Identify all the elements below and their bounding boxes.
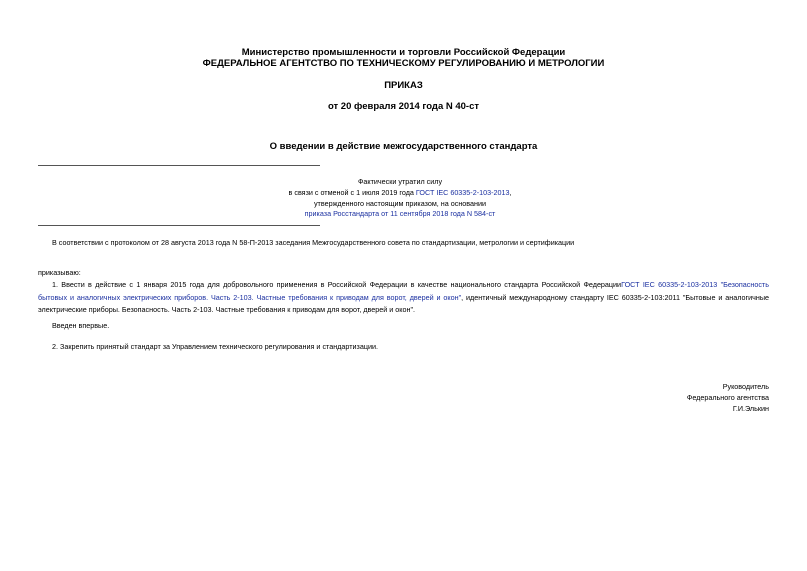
order-item-2: 2. Закрепить принятый стандарт за Управлением технического регулирования и стандартизации. — [52, 342, 378, 351]
agency-name: ФЕДЕРАЛЬНОЕ АГЕНТСТВО ПО ТЕХНИЧЕСКОМУ РЕГУЛИРОВАНИЮ И МЕТРОЛОГИИ — [202, 58, 605, 69]
document-title: О введении в действие межгосударственного стандарта — [269, 141, 538, 152]
signature-position-2: Федерального агентства — [686, 393, 769, 402]
order-item-1 — [38, 279, 769, 317]
ministry-name: Министерство промышленности и торговли Российской Федерации — [241, 47, 566, 58]
standard-link[interactable]: ГОСТ IEC 60335-2-103-2013 — [415, 187, 510, 197]
order-link[interactable]: приказа Росстандарта от 11 сентября 2018 года N 584-ст — [304, 209, 496, 219]
signature-block — [569, 381, 769, 414]
standard-reference-link[interactable]: ГОСТ IEC 60335-2-103-2013 "Безопасность бытовых и аналогичных электрических приборов. Часть 2-103. Частные требования к приводам для ворот, дверей и окон" — [38, 280, 769, 302]
signature-name: Г.И.Элькин — [732, 404, 769, 413]
status-note-line-2 — [190, 188, 610, 199]
divider-top — [38, 165, 320, 166]
document-type: ПРИКАЗ — [384, 80, 423, 91]
status-note — [190, 177, 610, 220]
status-note-line-3: утвержденного настоящим приказом, на основании — [313, 198, 487, 208]
item-1-tail: , идентичный международному стандарту IEC 60335-2-103:2011 "Бытовые и аналогичные электрические приборы. Безопасность. Часть 2-103. Частные требования к приводам для ворот, дверей и окон". — [38, 292, 769, 314]
status-note-comma: , — [509, 187, 512, 197]
status-note-text: в связи с отменой с 1 июля 2019 года — [288, 187, 416, 197]
item-1-text: 1. Ввести в действие с 1 января 2015 года для добровольного применения в Российской Федерации в качестве национального стандарта Российской Федерации — [52, 280, 622, 289]
preamble: В соответствии с протоколом от 28 августа 2013 года N 58-П-2013 заседания Межгосударственного совета по стандартизации, метрологии и сертификации — [52, 238, 575, 247]
first-introduced-note: Введен впервые. — [52, 321, 110, 330]
document-date-number: от 20 февраля 2014 года N 40-ст — [327, 101, 480, 112]
status-note-line-1: Фактически утратил силу — [357, 177, 443, 186]
divider-bottom — [38, 225, 320, 226]
order-word: приказываю: — [38, 268, 81, 277]
signature-position-1: Руководитель — [722, 382, 769, 391]
